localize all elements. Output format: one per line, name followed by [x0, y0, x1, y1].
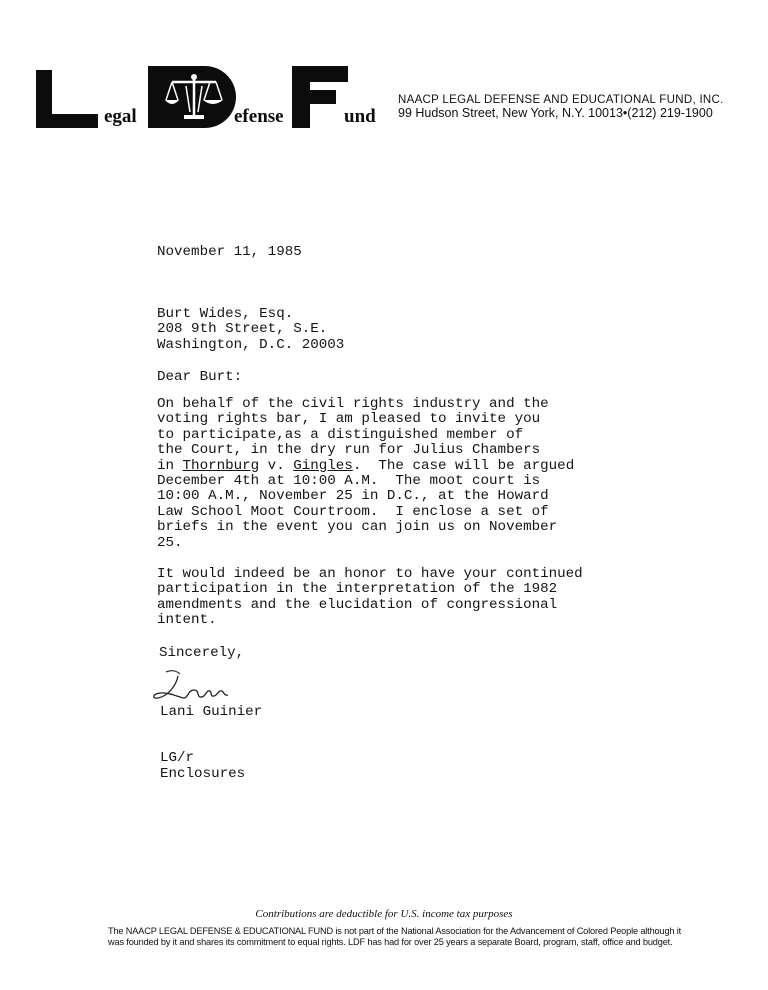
paragraph-line: participation in the interpretation of the 1982 — [157, 581, 558, 598]
paragraph-line: It would indeed be an honor to have your continued — [157, 566, 583, 582]
recipient-address — [157, 307, 344, 353]
case-party-1: Thornburg — [182, 457, 260, 474]
closing: Sincerely, — [159, 645, 245, 661]
signer-name: Lani Guinier — [160, 704, 263, 720]
organization-name: NAACP LEGAL DEFENSE AND EDUCATIONAL FUND, INC. — [398, 94, 724, 106]
paragraph-line: briefs in the event you can join us on November — [157, 519, 558, 536]
paragraph-line: intent. — [157, 612, 217, 629]
salutation: Dear Burt: — [157, 369, 243, 385]
paragraph-invitation — [157, 397, 574, 551]
disclaimer-line: The NAACP LEGAL DEFENSE & EDUCATIONAL FUND is not part of the National Association for the Advancement of Colored People although it — [108, 926, 682, 936]
recipient-line: Washington, D.C. 20003 — [157, 336, 345, 353]
paragraph-line: voting rights bar, I am pleased to invite you — [157, 411, 541, 428]
logo-word-und: und — [344, 106, 376, 127]
paragraph-line: December 4th at 10:00 A.M. The moot court is — [157, 473, 541, 490]
case-party-2: Gingles — [293, 457, 353, 474]
letter-date: November 11, 1985 — [157, 244, 302, 260]
paragraph-line-case: in Thornburg v. Gingles. The case will be argued — [157, 457, 575, 474]
paragraph-line: Law School Moot Courtroom. I enclose a set of — [157, 503, 549, 520]
disclaimer-line: was founded by it and shares its commitment to equal rights. LDF has had for over 25 years a separate Board, program, staff, office and budget. — [108, 937, 673, 947]
footer-disclaimer — [108, 926, 708, 948]
paragraph-line: the Court, in the dry run for Julius Chambers — [157, 442, 541, 459]
typist-initials: LG/r — [160, 750, 195, 766]
paragraph-line: On behalf of the civil rights industry and the — [157, 396, 549, 412]
logo-letter-f — [292, 66, 348, 128]
logo-letter-l — [36, 70, 76, 128]
logo-word-egal: egal — [104, 106, 137, 127]
recipient-line: 208 9th Street, S.E. — [157, 321, 328, 338]
enclosures-note: Enclosures — [160, 766, 246, 782]
scales-of-justice-icon — [164, 72, 224, 122]
paragraph-line: amendments and the elucidation of congressional — [157, 596, 558, 613]
logo-word-efense: efense — [234, 106, 284, 127]
paragraph-line: 10:00 A.M., November 25 in D.C., at the Howard — [157, 488, 549, 505]
handwritten-signature — [150, 668, 240, 708]
ldf-logo — [36, 62, 381, 128]
tax-deductible-note: Contributions are deductible for U.S. income tax purposes — [255, 908, 513, 920]
paragraph-honor — [157, 567, 583, 629]
logo-letter-d — [148, 66, 236, 128]
recipient-line: Burt Wides, Esq. — [157, 306, 294, 322]
paragraph-line: 25. — [157, 534, 183, 551]
paragraph-line: to participate,as a distinguished member of — [157, 426, 524, 443]
organization-address: 99 Hudson Street, New York, N.Y. 10013•(212) 219-1900 — [398, 106, 713, 120]
